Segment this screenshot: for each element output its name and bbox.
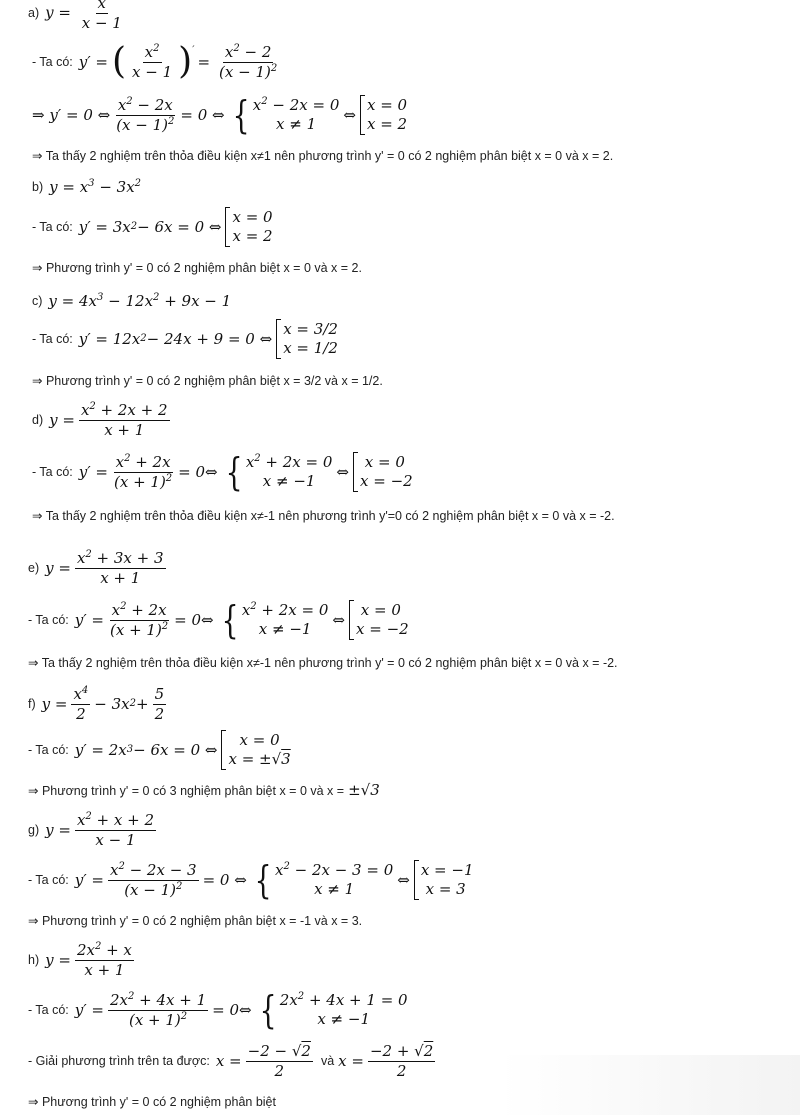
formula-derivative-f: y′ = 2x 3 − 6x = 0 ⇔ x = 0 x = ±√3 — [74, 731, 291, 768]
conclusion-text: ⇒ Phương trình y' = 0 có 2 nghiệm phân biệt x = 0 và x = 2. — [32, 260, 362, 275]
conclusion-h — [28, 1092, 276, 1110]
bottom-fade — [500, 1055, 800, 1115]
derivative-c — [32, 318, 342, 360]
problem-label: d) — [32, 413, 44, 427]
formula-g: y = $\frac{x^2 + x + 2}{x - 1}$ — [45, 810, 154, 849]
problem-c-heading — [32, 290, 231, 312]
formula-derivative-e: y′ = $\frac{x^2 + 2x}{(x + 1)^2}$ = 0⇔ { $x^2 + 2x = 0$ x ≠ −1 ⇔ x = 0 x = −2 — [74, 598, 409, 642]
problem-g-heading — [28, 808, 160, 852]
derivative-d — [32, 448, 417, 496]
formula-d: y = $\frac{x^2 + 2x + 2}{x + 1}$ — [49, 400, 168, 439]
formula-b: $y = x^3 - 3x^2$ — [49, 178, 142, 196]
problem-f-heading — [28, 682, 170, 726]
problem-label: a) — [28, 6, 40, 20]
conclusion-text: ⇒ Ta thấy 2 nghiệm trên thỏa điều kiện x≠-1 nên phương trình y'=0 có 2 nghiệm phân biệt x = 0 và x = -2. — [32, 508, 615, 523]
problem-label: g) — [28, 823, 40, 837]
derivative-e — [28, 596, 413, 644]
problem-label: b) — [32, 180, 44, 194]
step-label: - Giải phương trình trên ta được: — [28, 1054, 210, 1068]
step-label: - Ta có: — [32, 55, 73, 69]
conclusion-c — [32, 371, 383, 389]
formula-h: y = $\frac{2x^2 + x}{x + 1}$ — [45, 940, 132, 979]
problem-label: f) — [28, 697, 36, 711]
derivative-b — [32, 206, 277, 248]
formula-c: $y = 4x^3 - 12x^2 + 9x - 1$ — [48, 292, 232, 310]
formula-e: y = $\frac{x^2 + 3x + 3}{x + 1}$ — [45, 548, 164, 587]
conclusion-text: ⇒ Phương trình y' = 0 có 2 nghiệm phân biệt — [28, 1094, 276, 1109]
formula-derivative-d: y′ = $\frac{x^2 + 2x}{(x + 1)^2}$ = 0⇔ { $x^2 + 2x = 0$ x ≠ −1 ⇔ x = 0 x = −2 — [78, 450, 413, 494]
problem-label: e) — [28, 561, 40, 575]
problem-d-heading — [32, 398, 174, 442]
formula-derivative-g: y′ = $\frac{x^2 - 2x - 3}{(x - 1)^2}$ = 0 ⇔ { $x^2 - 2x - 3 = 0$ x ≠ 1 ⇔ x = −1 x = 3 — [74, 858, 474, 902]
formula-a: y = $\frac{x}{x - 1}$ — [45, 0, 128, 32]
and-text: và — [320, 1054, 335, 1068]
problem-label: h) — [28, 953, 40, 967]
solution-h — [28, 1038, 439, 1084]
conclusion-a — [32, 146, 613, 164]
solve-a — [32, 92, 411, 138]
formula-f: y = $\frac{x^4}{2}$ − 3x 2 + $\frac{5}{2}$ — [41, 684, 165, 723]
step-label: - Ta có: — [28, 613, 69, 627]
conclusion-e — [28, 653, 618, 671]
derivative-a — [32, 38, 283, 86]
conclusion-text: ⇒ Phương trình y' = 0 có 2 nghiệm phân biệt x = 3/2 và x = 1/2. — [32, 373, 383, 388]
problem-h-heading — [28, 938, 138, 982]
formula-solution-h2: x = $\frac{-2 + √2}{2}$ — [338, 1041, 434, 1080]
conclusion-b — [32, 258, 362, 276]
conclusion-text: ⇒ Phương trình y' = 0 có 2 nghiệm phân biệt x = -1 và x = 3. — [28, 913, 363, 928]
step-label: - Ta có: — [28, 873, 69, 887]
formula-solution-h1: x = $\frac{-2 - √2}{2}$ — [215, 1041, 311, 1080]
conclusion-f — [28, 780, 380, 800]
step-label: - Ta có: — [32, 332, 73, 346]
problem-b-heading — [32, 176, 141, 198]
formula-solve-a: ⇒ y′ = 0 ⇔ $\frac{x^2 - 2x}{(x - 1)^2}$ = 0 ⇔ { $x^2 - 2x = 0$ x ≠ 1 ⇔ x = 0 x = 2 — [32, 93, 408, 137]
problem-a-heading — [28, 0, 128, 32]
conclusion-text: ⇒ Phương trình y' = 0 có 3 nghiệm phân biệt x = 0 và x = — [28, 783, 345, 798]
conclusion-g — [28, 911, 362, 929]
conclusion-d — [32, 506, 615, 524]
step-label: - Ta có: — [32, 220, 73, 234]
step-label: - Ta có: — [28, 743, 69, 757]
problem-e-heading — [28, 546, 170, 590]
step-label: - Ta có: — [32, 465, 73, 479]
formula-derivative-h: y′ = $\frac{2x^2 + 4x + 1}{(x + 1)^2}$ = 0⇔ { $2x^2 + 4x + 1 = 0$ x ≠ −1 — [74, 988, 408, 1032]
formula-derivative-c: y′ = 12x 2 − 24x + 9 = 0 ⇔ x = 3/2 x = 1/2 — [78, 320, 338, 357]
root-value: ±√3 — [348, 781, 380, 799]
derivative-h — [28, 986, 412, 1034]
derivative-f — [28, 728, 295, 772]
conclusion-text: ⇒ Ta thấy 2 nghiệm trên thỏa điều kiện x≠-1 nên phương trình y' = 0 có 2 nghiệm phân biệt x = 0 và x = -2. — [28, 655, 618, 670]
problem-label: c) — [32, 294, 43, 308]
formula-derivative-a: y′ = ( $\frac{x^2}{x - 1}$ ) ′ = $\frac{x^2 - 2}{(x - 1)^2}$ — [78, 41, 278, 82]
conclusion-text: ⇒ Ta thấy 2 nghiệm trên thỏa điều kiện x≠1 nên phương trình y' = 0 có 2 nghiệm phân biệt x = 0 và x = 2. — [32, 148, 614, 163]
derivative-g — [28, 856, 478, 904]
formula-derivative-b: y′ = 3x 2 − 6x = 0 ⇔ x = 0 x = 2 — [78, 208, 273, 245]
step-label: - Ta có: — [28, 1003, 69, 1017]
